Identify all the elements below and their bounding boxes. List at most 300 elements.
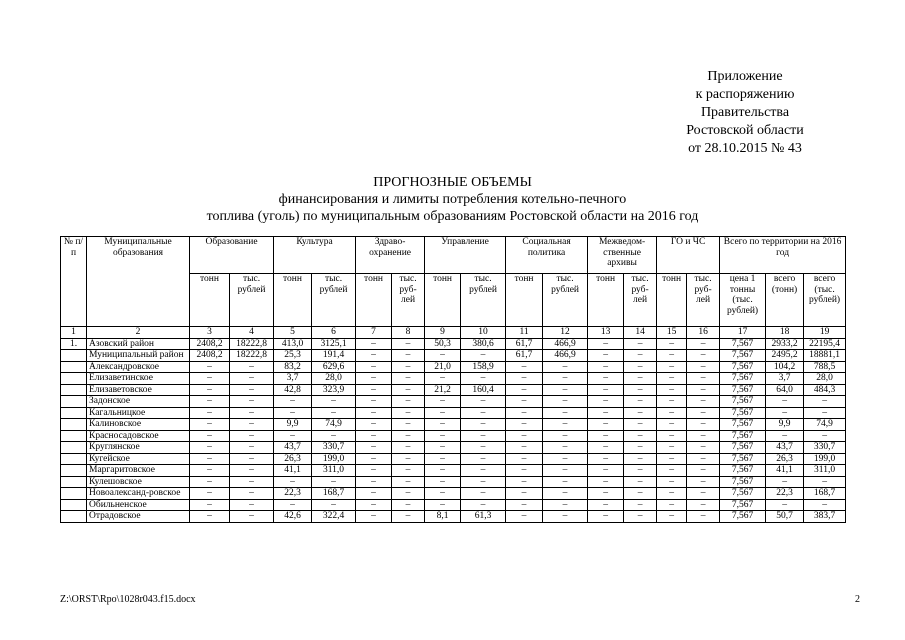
- table-cell: –: [356, 499, 392, 511]
- table-cell: –: [766, 430, 804, 442]
- table-cell: –: [543, 465, 588, 477]
- table-cell: 22195,4: [804, 338, 846, 350]
- municipality-name: Круглянское: [87, 442, 190, 454]
- table-cell: –: [588, 453, 624, 465]
- table-cell: –: [543, 419, 588, 431]
- table-cell: –: [804, 476, 846, 488]
- table-cell: –: [543, 361, 588, 373]
- table-cell: –: [356, 384, 392, 396]
- table-cell: 322,4: [312, 511, 356, 523]
- table-cell: –: [804, 499, 846, 511]
- table-cell: –: [657, 488, 687, 500]
- row-number: [61, 373, 87, 385]
- table-cell: –: [190, 499, 230, 511]
- table-cell: –: [506, 384, 543, 396]
- table-cell: –: [506, 419, 543, 431]
- table-cell: 42,6: [274, 511, 312, 523]
- table-cell: –: [461, 373, 506, 385]
- table-cell: 330,7: [312, 442, 356, 454]
- table-cell: 380,6: [461, 338, 506, 350]
- column-number: 8: [392, 327, 425, 339]
- table-cell: –: [624, 384, 657, 396]
- table-cell: –: [425, 465, 461, 477]
- table-cell: –: [687, 453, 720, 465]
- table-cell: –: [624, 488, 657, 500]
- table-cell: –: [588, 430, 624, 442]
- table-cell: –: [392, 488, 425, 500]
- table-cell: –: [392, 373, 425, 385]
- table-cell: –: [392, 396, 425, 408]
- table-cell: –: [461, 407, 506, 419]
- page-number: 2: [855, 594, 860, 605]
- column-number: 19: [804, 327, 846, 339]
- table-cell: –: [461, 350, 506, 362]
- row-number: [61, 488, 87, 500]
- table-cell: –: [588, 488, 624, 500]
- subheader-cell: тонн: [274, 274, 312, 327]
- table-cell: 43,7: [274, 442, 312, 454]
- table-cell: –: [766, 476, 804, 488]
- table-cell: –: [461, 453, 506, 465]
- subheader-cell: тонн: [356, 274, 392, 327]
- table-cell: –: [190, 407, 230, 419]
- column-number-row: [61, 327, 846, 339]
- table-cell: 104,2: [766, 361, 804, 373]
- subheader-cell: всего (тыс. рублей): [804, 274, 846, 327]
- table-cell: 466,9: [543, 350, 588, 362]
- table-cell: 413,0: [274, 338, 312, 350]
- table-cell: –: [392, 384, 425, 396]
- table-cell: –: [506, 488, 543, 500]
- table-cell: –: [461, 419, 506, 431]
- table-cell: –: [588, 511, 624, 523]
- table-cell: –: [657, 407, 687, 419]
- table-cell: –: [425, 453, 461, 465]
- table-cell: –: [425, 499, 461, 511]
- table-cell: –: [274, 499, 312, 511]
- table-cell: –: [543, 453, 588, 465]
- table-cell: –: [588, 407, 624, 419]
- table-cell: –: [312, 499, 356, 511]
- table-cell: 28,0: [804, 373, 846, 385]
- table-cell: 74,9: [804, 419, 846, 431]
- file-path: Z:\ORST\Rpo\1028r043.f15.docx: [60, 594, 196, 605]
- table-cell: –: [588, 338, 624, 350]
- table-cell: –: [190, 511, 230, 523]
- table-row: [61, 396, 846, 408]
- table-cell: –: [425, 419, 461, 431]
- column-number: 9: [425, 327, 461, 339]
- column-number: 3: [190, 327, 230, 339]
- table-cell: –: [506, 476, 543, 488]
- column-number: 7: [356, 327, 392, 339]
- header-number: № п/п: [61, 237, 87, 327]
- table-cell: –: [230, 476, 274, 488]
- table-cell: –: [274, 430, 312, 442]
- table-cell: 7,567: [720, 511, 766, 523]
- table-cell: –: [274, 476, 312, 488]
- table-cell: –: [543, 373, 588, 385]
- subheader-cell: тонн: [425, 274, 461, 327]
- table-cell: –: [543, 476, 588, 488]
- table-cell: 7,567: [720, 465, 766, 477]
- table-cell: –: [274, 407, 312, 419]
- table-cell: –: [392, 350, 425, 362]
- title-line: финансирования и лимиты потребления котельно-печного: [278, 192, 627, 207]
- column-number: 6: [312, 327, 356, 339]
- municipality-name: Александровское: [87, 361, 190, 373]
- table-cell: –: [588, 419, 624, 431]
- table-cell: –: [624, 511, 657, 523]
- table-cell: 64,0: [766, 384, 804, 396]
- table-cell: –: [506, 373, 543, 385]
- row-number: [61, 396, 87, 408]
- approval-line: к распоряжению: [695, 87, 795, 102]
- table-cell: 788,5: [804, 361, 846, 373]
- table-cell: –: [506, 453, 543, 465]
- table-row: [61, 499, 846, 511]
- table-cell: –: [624, 350, 657, 362]
- table-cell: 18222,8: [230, 350, 274, 362]
- table-cell: –: [425, 407, 461, 419]
- table-cell: –: [687, 430, 720, 442]
- table-row: [61, 384, 846, 396]
- header-social-policy: Социальная политика: [506, 237, 588, 274]
- column-number: 16: [687, 327, 720, 339]
- table-row: [61, 442, 846, 454]
- table-cell: 9,9: [274, 419, 312, 431]
- subheader-cell: цена 1 тонны (тыс. рублей): [720, 274, 766, 327]
- table-cell: 7,567: [720, 361, 766, 373]
- table-cell: –: [657, 430, 687, 442]
- table-cell: –: [190, 430, 230, 442]
- table-cell: –: [392, 361, 425, 373]
- table-cell: –: [230, 361, 274, 373]
- municipality-name: Кагальницкое: [87, 407, 190, 419]
- subheader-cell: тыс. руб-лей: [624, 274, 657, 327]
- table-cell: –: [506, 407, 543, 419]
- table-cell: 18881,1: [804, 350, 846, 362]
- table-cell: –: [190, 453, 230, 465]
- table-cell: –: [506, 499, 543, 511]
- table-cell: –: [230, 488, 274, 500]
- table-cell: 7,567: [720, 499, 766, 511]
- table-cell: –: [230, 419, 274, 431]
- column-number: 14: [624, 327, 657, 339]
- table-cell: –: [657, 453, 687, 465]
- table-cell: –: [506, 442, 543, 454]
- column-number: 13: [588, 327, 624, 339]
- table-cell: –: [356, 361, 392, 373]
- table-row: [61, 465, 846, 477]
- table-cell: 61,7: [506, 350, 543, 362]
- table-cell: –: [461, 476, 506, 488]
- table-cell: 41,1: [274, 465, 312, 477]
- table-cell: –: [230, 384, 274, 396]
- table-cell: –: [657, 396, 687, 408]
- table-cell: –: [356, 373, 392, 385]
- subheader-cell: тонн: [588, 274, 624, 327]
- table-cell: –: [392, 419, 425, 431]
- subheader-cell: тонн: [506, 274, 543, 327]
- table-cell: 160,4: [461, 384, 506, 396]
- table-cell: –: [624, 396, 657, 408]
- table-cell: –: [657, 511, 687, 523]
- municipality-name: Кулешовское: [87, 476, 190, 488]
- table-cell: –: [356, 488, 392, 500]
- table-cell: 311,0: [312, 465, 356, 477]
- row-number: [61, 442, 87, 454]
- table-cell: 9,9: [766, 419, 804, 431]
- header-total: Всего по территории на 2016 год: [720, 237, 846, 274]
- table-cell: –: [687, 419, 720, 431]
- table-cell: –: [804, 396, 846, 408]
- table-cell: –: [312, 407, 356, 419]
- table-cell: –: [624, 442, 657, 454]
- table-cell: –: [230, 499, 274, 511]
- subheader-cell: тонн: [657, 274, 687, 327]
- table-cell: –: [687, 499, 720, 511]
- table-cell: –: [392, 476, 425, 488]
- table-cell: –: [230, 430, 274, 442]
- table-cell: –: [230, 407, 274, 419]
- table-cell: –: [190, 361, 230, 373]
- table-cell: –: [190, 476, 230, 488]
- table-cell: 3125,1: [312, 338, 356, 350]
- table-cell: 43,7: [766, 442, 804, 454]
- subheader-cell: тыс. рублей: [461, 274, 506, 327]
- title-line: ПРОГНОЗНЫЕ ОБЪЕМЫ: [373, 175, 532, 190]
- table-cell: –: [506, 430, 543, 442]
- table-cell: 199,0: [804, 453, 846, 465]
- table-cell: –: [392, 511, 425, 523]
- table-row: [61, 488, 846, 500]
- table-cell: –: [230, 373, 274, 385]
- table-cell: –: [425, 476, 461, 488]
- table-cell: 484,3: [804, 384, 846, 396]
- subheader-cell: тыс. руб-лей: [392, 274, 425, 327]
- title-line: топлива (уголь) по муниципальным образованиям Ростовской области на 2016 год: [206, 209, 699, 224]
- table-cell: –: [543, 488, 588, 500]
- table-cell: –: [687, 465, 720, 477]
- table-cell: –: [506, 465, 543, 477]
- table-cell: –: [356, 407, 392, 419]
- table-cell: 50,3: [425, 338, 461, 350]
- table-cell: –: [657, 476, 687, 488]
- table-cell: –: [356, 476, 392, 488]
- subheader-cell: всего (тонн): [766, 274, 804, 327]
- table-cell: 61,7: [506, 338, 543, 350]
- table-cell: –: [543, 442, 588, 454]
- table-cell: –: [766, 407, 804, 419]
- table-row: [61, 476, 846, 488]
- table-row: [61, 430, 846, 442]
- table-cell: 383,7: [804, 511, 846, 523]
- table-cell: –: [230, 511, 274, 523]
- table-cell: –: [506, 361, 543, 373]
- table-cell: 168,7: [312, 488, 356, 500]
- table-cell: 7,567: [720, 373, 766, 385]
- approval-block: [665, 68, 825, 158]
- approval-line: Правительства: [700, 105, 790, 120]
- table-cell: 168,7: [804, 488, 846, 500]
- table-cell: –: [588, 396, 624, 408]
- table-cell: –: [461, 442, 506, 454]
- fuel-table: [60, 236, 846, 523]
- table-cell: –: [506, 396, 543, 408]
- municipality-name: Отрадовское: [87, 511, 190, 523]
- header-management: Управление: [425, 237, 506, 274]
- header-archives: Межведом-ственные архивы: [588, 237, 657, 274]
- table-cell: 466,9: [543, 338, 588, 350]
- table-cell: –: [657, 442, 687, 454]
- row-number: 1.: [61, 338, 87, 350]
- table-cell: –: [588, 442, 624, 454]
- row-number: [61, 511, 87, 523]
- table-cell: –: [543, 499, 588, 511]
- row-number: [61, 419, 87, 431]
- table-cell: –: [425, 442, 461, 454]
- table-cell: –: [804, 407, 846, 419]
- table-cell: –: [543, 384, 588, 396]
- column-number: 1: [61, 327, 87, 339]
- table-cell: –: [657, 384, 687, 396]
- table-cell: 26,3: [766, 453, 804, 465]
- table-cell: –: [190, 442, 230, 454]
- table-cell: –: [657, 419, 687, 431]
- table-cell: 7,567: [720, 476, 766, 488]
- table-cell: –: [657, 361, 687, 373]
- municipality-name: Задонское: [87, 396, 190, 408]
- table-cell: 3,7: [274, 373, 312, 385]
- table-cell: –: [230, 453, 274, 465]
- table-cell: 83,2: [274, 361, 312, 373]
- table-cell: –: [425, 350, 461, 362]
- table-cell: –: [657, 350, 687, 362]
- table-cell: –: [190, 384, 230, 396]
- table-cell: –: [356, 350, 392, 362]
- row-number: [61, 384, 87, 396]
- table-row: [61, 407, 846, 419]
- approval-line: Приложение: [707, 69, 783, 84]
- table-cell: –: [190, 419, 230, 431]
- table-cell: –: [425, 488, 461, 500]
- table-cell: 7,567: [720, 430, 766, 442]
- column-number: 10: [461, 327, 506, 339]
- table-cell: 2495,2: [766, 350, 804, 362]
- subheader-cell: тыс. рублей: [230, 274, 274, 327]
- table-cell: –: [624, 499, 657, 511]
- table-cell: –: [461, 499, 506, 511]
- table-cell: 21,0: [425, 361, 461, 373]
- municipality-name: Елизаветовское: [87, 384, 190, 396]
- table-cell: 7,567: [720, 442, 766, 454]
- table-cell: 199,0: [312, 453, 356, 465]
- table-cell: 7,567: [720, 350, 766, 362]
- table-cell: 2408,2: [190, 338, 230, 350]
- table-cell: –: [190, 465, 230, 477]
- table-cell: –: [657, 465, 687, 477]
- municipality-name: Муниципальный район: [87, 350, 190, 362]
- table-cell: –: [588, 373, 624, 385]
- table-cell: 629,6: [312, 361, 356, 373]
- table-cell: 7,567: [720, 419, 766, 431]
- table-cell: 2933,2: [766, 338, 804, 350]
- table-cell: –: [230, 396, 274, 408]
- table-cell: –: [356, 430, 392, 442]
- column-number: 11: [506, 327, 543, 339]
- table-cell: –: [312, 396, 356, 408]
- table-cell: 7,567: [720, 488, 766, 500]
- table-cell: –: [392, 338, 425, 350]
- table-cell: –: [190, 396, 230, 408]
- table-cell: 22,3: [274, 488, 312, 500]
- table-cell: –: [687, 442, 720, 454]
- column-number: 18: [766, 327, 804, 339]
- table-cell: –: [588, 499, 624, 511]
- table-cell: –: [687, 407, 720, 419]
- table-cell: 7,567: [720, 453, 766, 465]
- table-cell: –: [274, 396, 312, 408]
- table-cell: 18222,8: [230, 338, 274, 350]
- table-cell: –: [312, 430, 356, 442]
- table-cell: –: [356, 442, 392, 454]
- table-cell: –: [687, 338, 720, 350]
- municipality-name: Елизаветинское: [87, 373, 190, 385]
- table-cell: –: [392, 453, 425, 465]
- table-cell: –: [588, 350, 624, 362]
- table-cell: 311,0: [804, 465, 846, 477]
- table-row: [61, 453, 846, 465]
- table-row: [61, 350, 846, 362]
- table-cell: –: [356, 338, 392, 350]
- table-cell: 7,567: [720, 384, 766, 396]
- municipality-name: Маргаритовское: [87, 465, 190, 477]
- row-number: [61, 361, 87, 373]
- table-cell: –: [624, 430, 657, 442]
- table-cell: –: [506, 511, 543, 523]
- table-cell: 22,3: [766, 488, 804, 500]
- table-cell: –: [687, 384, 720, 396]
- table-cell: 42,8: [274, 384, 312, 396]
- table-cell: –: [425, 396, 461, 408]
- document-title: [60, 174, 845, 225]
- table-cell: –: [687, 361, 720, 373]
- table-cell: –: [461, 430, 506, 442]
- table-cell: –: [356, 419, 392, 431]
- table-cell: –: [588, 465, 624, 477]
- approval-line: Ростовской области: [686, 123, 804, 138]
- table-cell: 7,567: [720, 407, 766, 419]
- header-education: Образование: [190, 237, 274, 274]
- column-number: 15: [657, 327, 687, 339]
- table-cell: –: [230, 442, 274, 454]
- table-cell: –: [543, 430, 588, 442]
- table-cell: –: [425, 373, 461, 385]
- table-cell: –: [392, 442, 425, 454]
- table-cell: –: [425, 430, 461, 442]
- table-cell: –: [312, 476, 356, 488]
- table-cell: –: [461, 396, 506, 408]
- table-cell: 50,7: [766, 511, 804, 523]
- table-cell: –: [461, 465, 506, 477]
- table-cell: –: [356, 511, 392, 523]
- table-row: [61, 338, 846, 350]
- header-civil-defense: ГО и ЧС: [657, 237, 720, 274]
- subheader-cell: тыс. рублей: [312, 274, 356, 327]
- row-number: [61, 476, 87, 488]
- table-cell: 191,4: [312, 350, 356, 362]
